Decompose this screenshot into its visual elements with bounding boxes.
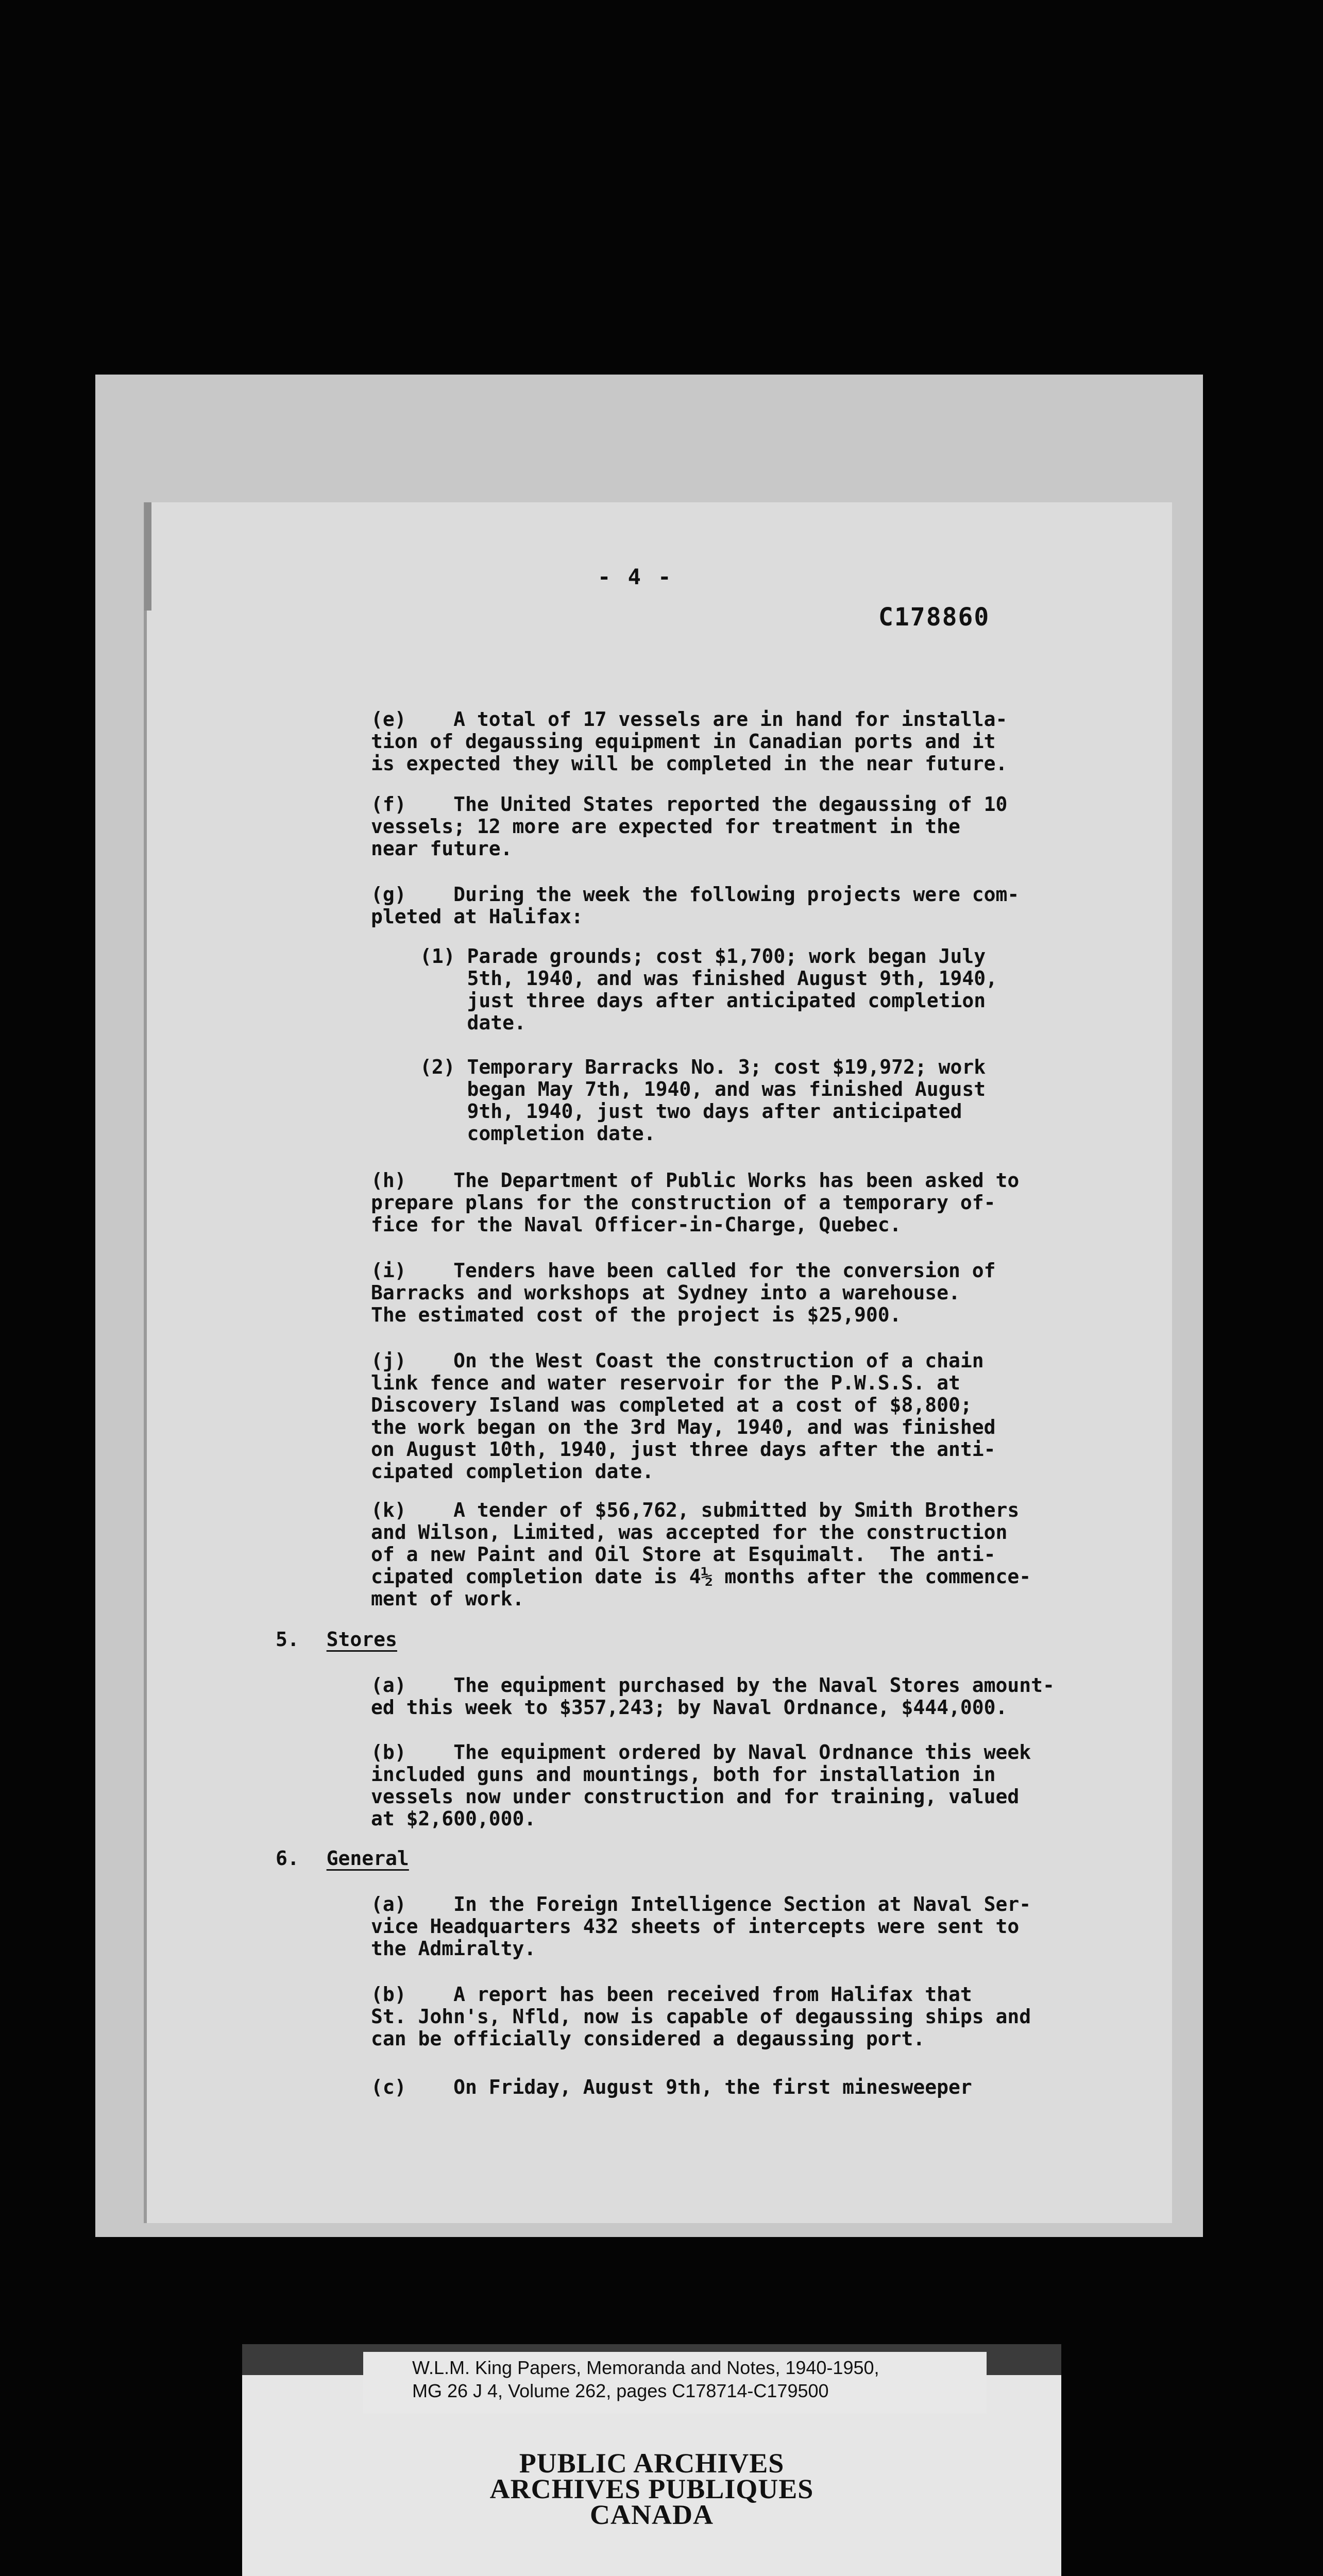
stamp-line-1: PUBLIC ARCHIVES <box>519 2448 785 2479</box>
stamp-line-2: ARCHIVES PUBLIQUES <box>489 2473 814 2504</box>
paragraph-g-1: (1) Parade grounds; cost $1,700; work began July 5th, 1940, and was finished August 9th, 1940, just three days after anticipated completion date. <box>420 945 998 1034</box>
paragraph-j: (j) On the West Coast the construction of a chain link fence and water reservoir for the P.W.S.S. at Discovery Island was completed at a cost of $8,800; the work began on the 3rd May, 1940, and was finished on August 10th, 1940, just three days after the anti- cipated completion date. <box>371 1349 996 1483</box>
section-title: General <box>326 1847 409 1870</box>
section-number: 6. <box>276 1847 299 1870</box>
paragraph-6a: (a) In the Foreign Intelligence Section at Naval Ser- vice Headquarters 432 sheets of intercepts were sent to the Admiralty. <box>371 1893 1031 1960</box>
page-edge-shadow <box>144 502 151 611</box>
caption-line-1: W.L.M. King Papers, Memoranda and Notes, 1940-1950, <box>412 2357 879 2378</box>
section-heading-general <box>276 1847 409 1870</box>
paragraph-5a: (a) The equipment purchased by the Naval Stores amount- ed this week to $357,243; by Naval Ordnance, $444,000. <box>371 1674 1055 1719</box>
paragraph-5b: (b) The equipment ordered by Naval Ordnance this week included guns and mountings, both for installation in vessels now under construction and for training, valued at $2,600,000. <box>371 1741 1031 1830</box>
paragraph-h: (h) The Department of Public Works has been asked to prepare plans for the construction of a temporary of- fice for the Naval Officer-in-Charge, Quebec. <box>371 1169 1020 1236</box>
paragraph-g: (g) During the week the following projects were com- pleted at Halifax: <box>371 883 1020 928</box>
section-heading-stores <box>276 1628 397 1651</box>
paragraph-e: (e) A total of 17 vessels are in hand for installa- tion of degaussing equipment in Canadian ports and it is expected they will be completed in the near future. <box>371 708 1008 775</box>
paragraph-f: (f) The United States reported the degaussing of 10 vessels; 12 more are expected for treatment in the near future. <box>371 793 1008 860</box>
paragraph-6c: (c) On Friday, August 9th, the first minesweeper <box>371 2076 972 2098</box>
paragraph-k: (k) A tender of $56,762, submitted by Smith Brothers and Wilson, Limited, was accepted for the construction of a new Paint and Oil Store at Esquimalt. The anti- cipated completion date is 4½ months after the commence- ment of work. <box>371 1499 1031 1610</box>
paragraph-6b: (b) A report has been received from Halifax that St. John's, Nfld, now is capable of degaussing ships and can be officially considered a degaussing port. <box>371 1983 1031 2050</box>
stamp-line-3: CANADA <box>590 2499 714 2530</box>
section-title: Stores <box>326 1628 397 1651</box>
paragraph-i: (i) Tenders have been called for the conversion of Barracks and workshops at Sydney into a warehouse. The estimated cost of the project is $25,900. <box>371 1259 996 1326</box>
archive-number: C178860 <box>878 603 990 632</box>
caption-line-2: MG 26 J 4, Volume 262, pages C178714-C179500 <box>412 2380 829 2401</box>
paragraph-g-2: (2) Temporary Barracks No. 3; cost $19,972; work began May 7th, 1940, and was finished August 9th, 1940, just two days after anticipated completion date. <box>420 1056 986 1145</box>
section-number: 5. <box>276 1628 299 1651</box>
page-number: - 4 - <box>598 564 673 589</box>
